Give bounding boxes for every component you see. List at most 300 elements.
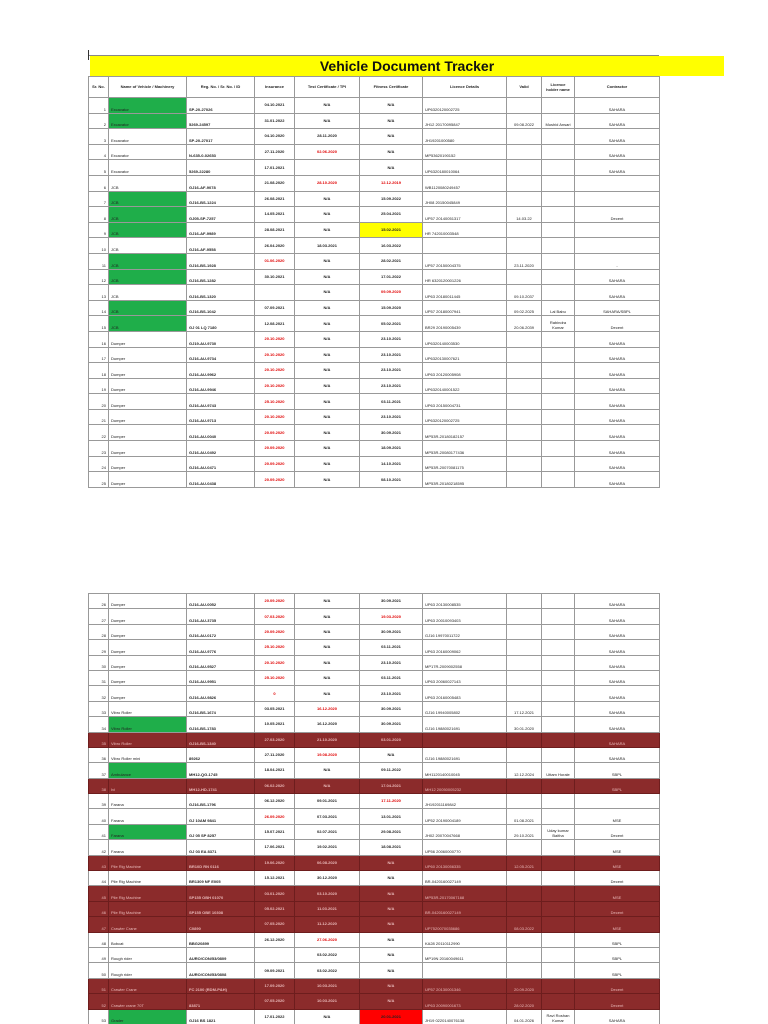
cell-insurance: 20.09.2020 bbox=[255, 441, 295, 457]
cell-reg: GJ16-AU-0492 bbox=[187, 441, 255, 457]
cell-reg: GJ16-BS-1674 bbox=[187, 701, 255, 716]
table-row bbox=[89, 441, 660, 457]
cell-reg: GJ16-AU-9951 bbox=[187, 670, 255, 685]
cell-holder bbox=[542, 378, 575, 394]
cell-name: Grader bbox=[109, 1009, 187, 1024]
cell-reg: 5269-22280 bbox=[187, 160, 255, 176]
cell-sr: 37 bbox=[89, 763, 109, 778]
cell-test-certificate: 11.12.2020 bbox=[295, 917, 360, 932]
cell-valid bbox=[507, 363, 542, 379]
cell-licence: UP6320120002725 bbox=[423, 98, 507, 114]
cell-reg: MH12-HD-1741 bbox=[187, 778, 255, 793]
cell-fitness: N/A bbox=[360, 144, 423, 160]
cell-valid: 09.02.2025 bbox=[507, 300, 542, 316]
cell-test-certificate: N/A bbox=[295, 594, 360, 609]
cell-valid bbox=[507, 347, 542, 363]
cell-holder bbox=[542, 809, 575, 824]
cell-insurance: 20.10.2020 bbox=[255, 347, 295, 363]
cell-test-certificate: 03.02.2022 bbox=[295, 963, 360, 978]
cell-insurance: 05.02.2021 bbox=[255, 901, 295, 916]
header-holder: Licence holder name bbox=[542, 77, 575, 98]
cell-valid bbox=[507, 409, 542, 425]
cell-insurance: 20.10.2020 bbox=[255, 655, 295, 670]
cell-sr: 47 bbox=[89, 917, 109, 932]
table-row bbox=[89, 809, 660, 824]
cell-licence: GJ16 19970011722 bbox=[423, 624, 507, 639]
cell-test-certificate: 28.10.2020 bbox=[295, 175, 360, 191]
cell-contractor: SBPL bbox=[575, 963, 660, 978]
cell-fitness: 23.10.2021 bbox=[360, 378, 423, 394]
cell-reg: GJ16-AU-0052 bbox=[187, 594, 255, 609]
cell-name: JCB bbox=[109, 175, 187, 191]
cell-licence: MP53620190152 bbox=[423, 144, 507, 160]
cell-name: JCB bbox=[109, 316, 187, 332]
cell-valid bbox=[507, 144, 542, 160]
cell-licence: HR 6320120001226 bbox=[423, 269, 507, 285]
cell-insurance: 07.05.2020 bbox=[255, 994, 295, 1009]
cell-name: Crawler crane 70T bbox=[109, 994, 187, 1009]
cell-insurance bbox=[255, 285, 295, 301]
cell-name: Vibro Roller mini bbox=[109, 747, 187, 762]
table-row bbox=[89, 824, 660, 839]
cell-reg: GJ19-AU-9730 bbox=[187, 331, 255, 347]
cell-holder bbox=[542, 409, 575, 425]
cell-test-certificate: 03.02.2022 bbox=[295, 947, 360, 962]
cell-test-certificate: 16.12.2020 bbox=[295, 717, 360, 732]
cell-sr: 7 bbox=[89, 191, 109, 207]
table-row bbox=[89, 594, 660, 609]
cell-sr: 39 bbox=[89, 794, 109, 809]
cell-sr: 45 bbox=[89, 886, 109, 901]
cell-test-certificate: N/A bbox=[295, 363, 360, 379]
cell-reg: GJ16-AU-9962 bbox=[187, 363, 255, 379]
cell-licence: UP6320140001522 bbox=[423, 378, 507, 394]
table-row bbox=[89, 175, 660, 191]
cell-fitness: 16.03.2022 bbox=[360, 238, 423, 254]
cell-valid bbox=[507, 441, 542, 457]
cell-test-certificate: 10.03.2021 bbox=[295, 978, 360, 993]
cell-contractor bbox=[575, 175, 660, 191]
cell-name: Dumper bbox=[109, 331, 187, 347]
cell-licence: BR-0420160027149 bbox=[423, 901, 507, 916]
cell-reg: GJ16-AU-0438 bbox=[187, 472, 255, 488]
cell-valid bbox=[507, 609, 542, 624]
cell-fitness: 13.01.2021 bbox=[360, 809, 423, 824]
cell-fitness: N/A bbox=[360, 871, 423, 886]
cell-holder bbox=[542, 917, 575, 932]
cell-contractor: Decent bbox=[575, 824, 660, 839]
cell-name: Dumper bbox=[109, 394, 187, 410]
cell-fitness: N/A bbox=[360, 947, 423, 962]
cell-holder bbox=[542, 609, 575, 624]
table-row bbox=[89, 655, 660, 670]
cell-holder bbox=[542, 222, 575, 238]
cell-contractor: SAHARA bbox=[575, 747, 660, 762]
cell-holder bbox=[542, 963, 575, 978]
cell-insurance: 26.09.2020 bbox=[255, 809, 295, 824]
cell-licence: UP7520070035686 bbox=[423, 917, 507, 932]
cell-contractor: SAHARA bbox=[575, 129, 660, 145]
cell-licence: JH08 20150045849 bbox=[423, 191, 507, 207]
cell-insurance: 07.09.2021 bbox=[255, 300, 295, 316]
cell-licence: UP6320140003530 bbox=[423, 331, 507, 347]
cell-test-certificate: 19.02.2021 bbox=[295, 840, 360, 855]
cell-sr: 46 bbox=[89, 901, 109, 916]
cell-contractor: Decent bbox=[575, 901, 660, 916]
cell-contractor: SAHARA bbox=[575, 409, 660, 425]
table-row bbox=[89, 747, 660, 762]
cell-insurance: 06.12.2020 bbox=[255, 794, 295, 809]
cell-holder bbox=[542, 253, 575, 269]
cell-contractor bbox=[575, 191, 660, 207]
cell-name: Dumper bbox=[109, 378, 187, 394]
cell-test-certificate: N/A bbox=[295, 624, 360, 639]
cell-reg: SP-20-27017 bbox=[187, 129, 255, 145]
cell-holder bbox=[542, 655, 575, 670]
cell-test-certificate: N/A bbox=[295, 316, 360, 332]
cell-licence bbox=[423, 732, 507, 747]
cell-valid bbox=[507, 732, 542, 747]
cell-reg: GJ 10AM 9841 bbox=[187, 809, 255, 824]
cell-holder bbox=[542, 363, 575, 379]
cell-licence: UP56 20060000770 bbox=[423, 840, 507, 855]
cell-sr: 38 bbox=[89, 778, 109, 793]
cell-insurance: 17.06.2021 bbox=[255, 840, 295, 855]
cell-test-certificate: N/A bbox=[295, 778, 360, 793]
cell-name: Excavator bbox=[109, 160, 187, 176]
cell-valid: 28.02.2020 bbox=[507, 994, 542, 1009]
cell-fitness: 03.11.2021 bbox=[360, 394, 423, 410]
cell-name: Bobcat bbox=[109, 932, 187, 947]
cell-contractor: Decent bbox=[575, 207, 660, 223]
cell-insurance: 25.10.2020 bbox=[255, 670, 295, 685]
cell-name: JCB bbox=[109, 207, 187, 223]
cell-insurance: 19.06.2020 bbox=[255, 855, 295, 870]
cell-fitness: N/A bbox=[360, 855, 423, 870]
cell-valid bbox=[507, 456, 542, 472]
cell-holder bbox=[542, 670, 575, 685]
cell-valid: 17.12.2021 bbox=[507, 701, 542, 716]
cell-valid bbox=[507, 269, 542, 285]
table-row bbox=[89, 222, 660, 238]
cell-sr: 19 bbox=[89, 378, 109, 394]
tracker-table-part-2 bbox=[88, 593, 660, 1024]
cell-name: Dumper bbox=[109, 686, 187, 701]
cell-holder bbox=[542, 425, 575, 441]
cell-fitness: 15.09.2022 bbox=[360, 191, 423, 207]
cell-reg: GJ16-BS-1340 bbox=[187, 732, 255, 747]
cell-holder bbox=[542, 269, 575, 285]
table-row bbox=[89, 886, 660, 901]
cell-test-certificate: N/A bbox=[295, 1009, 360, 1024]
header-fitness: Fitness Certificate bbox=[360, 77, 423, 98]
cell-valid bbox=[507, 670, 542, 685]
cell-reg: GJ16-AU-9776 bbox=[187, 640, 255, 655]
cell-name: Crawler Crane bbox=[109, 978, 187, 993]
cell-valid: 12.12.2024 bbox=[507, 763, 542, 778]
cell-fitness: 03.01.2020 bbox=[360, 732, 423, 747]
cell-contractor: MSE bbox=[575, 809, 660, 824]
cell-reg: SP155 OBH 01070 bbox=[187, 886, 255, 901]
cell-reg: GJ16-BS-1783 bbox=[187, 717, 255, 732]
cell-fitness: 09.09.2020 bbox=[360, 285, 423, 301]
cell-reg: GJ16-AU-9527 bbox=[187, 655, 255, 670]
cell-valid: 14.03.22 bbox=[507, 207, 542, 223]
cell-test-certificate: 10.03.2021 bbox=[295, 994, 360, 1009]
cell-sr: 43 bbox=[89, 855, 109, 870]
cell-insurance: 26.08.2021 bbox=[255, 191, 295, 207]
cell-test-certificate: 19.08.2020 bbox=[295, 747, 360, 762]
cell-test-certificate: 02.07.2021 bbox=[295, 824, 360, 839]
cell-licence: UP63 20160009062 bbox=[423, 640, 507, 655]
cell-sr: 13 bbox=[89, 285, 109, 301]
cell-valid bbox=[507, 778, 542, 793]
cell-reg: GJ05-SP-7257 bbox=[187, 207, 255, 223]
cell-holder bbox=[542, 98, 575, 114]
cell-sr: 34 bbox=[89, 717, 109, 732]
table-row bbox=[89, 378, 660, 394]
cell-reg: 5269-24597 bbox=[187, 113, 255, 129]
cell-licence: UP63 20090001673 bbox=[423, 994, 507, 1009]
cell-fitness: N/A bbox=[360, 901, 423, 916]
cell-sr: 49 bbox=[89, 947, 109, 962]
cell-reg: GJ16-BS-1928 bbox=[187, 253, 255, 269]
cell-fitness: 17.04.2021 bbox=[360, 778, 423, 793]
cell-valid bbox=[507, 871, 542, 886]
cell-valid bbox=[507, 886, 542, 901]
cell-holder: Rabindra Kumar bbox=[542, 316, 575, 332]
cell-test-certificate: N/A bbox=[295, 113, 360, 129]
cell-fitness: N/A bbox=[360, 886, 423, 901]
cell-valid bbox=[507, 238, 542, 254]
cell-licence: JH192011169842 bbox=[423, 794, 507, 809]
cell-valid bbox=[507, 640, 542, 655]
table-row bbox=[89, 456, 660, 472]
cell-sr: 32 bbox=[89, 686, 109, 701]
cell-reg: GJ16-AU-9743 bbox=[187, 394, 255, 410]
cell-reg: GJ16-AU-9946 bbox=[187, 378, 255, 394]
cell-reg: GJ16-AU-9713 bbox=[187, 409, 255, 425]
cell-licence: MP19N 20160049611 bbox=[423, 947, 507, 962]
cell-test-certificate: N/A bbox=[295, 347, 360, 363]
cell-insurance: 26.04.2020 bbox=[255, 238, 295, 254]
table-row bbox=[89, 191, 660, 207]
cell-fitness: 23.10.2021 bbox=[360, 655, 423, 670]
cell-sr: 21 bbox=[89, 409, 109, 425]
cell-licence: UP63 20060027143 bbox=[423, 670, 507, 685]
cell-name: Farana bbox=[109, 809, 187, 824]
cell-test-certificate: 02.06.2020 bbox=[295, 144, 360, 160]
cell-reg: GJ16-AU-9826 bbox=[187, 686, 255, 701]
cell-licence: UP6320180010064 bbox=[423, 160, 507, 176]
cell-sr: 4 bbox=[89, 144, 109, 160]
cell-name: Farana bbox=[109, 824, 187, 839]
table-row bbox=[89, 409, 660, 425]
cell-test-certificate: N/A bbox=[295, 456, 360, 472]
cell-fitness: 03.11.2021 bbox=[360, 640, 423, 655]
cell-name: Ivi bbox=[109, 778, 187, 793]
cell-valid: 20.06.2039 bbox=[507, 316, 542, 332]
cell-reg: FC 2100 (RDM-P&H) bbox=[187, 978, 255, 993]
cell-sr: 11 bbox=[89, 253, 109, 269]
cell-name: Dumper bbox=[109, 624, 187, 639]
cell-valid: 08.03.2022 bbox=[507, 917, 542, 932]
cell-reg: GJ16-BS-1042 bbox=[187, 300, 255, 316]
cell-reg: AURO/CON/53/0809 bbox=[187, 947, 255, 962]
cell-licence: GJ16 19940005802 bbox=[423, 701, 507, 716]
cell-licence: UP57 20130001346 bbox=[423, 978, 507, 993]
cell-reg: GJ 03 EA 8371 bbox=[187, 840, 255, 855]
cell-name: Dumper bbox=[109, 347, 187, 363]
cell-sr: 35 bbox=[89, 732, 109, 747]
cell-test-certificate: 21.10.2020 bbox=[295, 732, 360, 747]
table-row bbox=[89, 425, 660, 441]
cell-name: Excavator bbox=[109, 144, 187, 160]
cell-insurance: 03.05.2021 bbox=[255, 701, 295, 716]
cell-licence: JH19201000580 bbox=[423, 129, 507, 145]
cell-insurance: 20.09.2020 bbox=[255, 425, 295, 441]
cell-sr: 28 bbox=[89, 624, 109, 639]
cell-holder bbox=[542, 640, 575, 655]
cell-holder bbox=[542, 175, 575, 191]
cell-holder bbox=[542, 441, 575, 457]
cell-sr: 6 bbox=[89, 175, 109, 191]
cell-sr: 33 bbox=[89, 701, 109, 716]
cell-contractor bbox=[575, 794, 660, 809]
cell-holder bbox=[542, 207, 575, 223]
cell-fitness: 25.04.2021 bbox=[360, 207, 423, 223]
cell-contractor: SAHARA bbox=[575, 378, 660, 394]
cell-valid bbox=[507, 655, 542, 670]
cell-licence: BR29 20190005439 bbox=[423, 316, 507, 332]
cell-contractor: SAHARA bbox=[575, 717, 660, 732]
cell-fitness: 23.10.2021 bbox=[360, 347, 423, 363]
cell-sr: 5 bbox=[89, 160, 109, 176]
table-row bbox=[89, 285, 660, 301]
cell-licence: UP63 20160005483 bbox=[423, 686, 507, 701]
cell-sr: 36 bbox=[89, 747, 109, 762]
cell-sr: 8 bbox=[89, 207, 109, 223]
cell-contractor: SAHARA bbox=[575, 331, 660, 347]
cell-licence: MH12 20050005232 bbox=[423, 778, 507, 793]
cell-insurance: 15.07.2021 bbox=[255, 824, 295, 839]
table-row bbox=[89, 963, 660, 978]
cell-licence: UP63 20150004731 bbox=[423, 394, 507, 410]
cell-name: Dumper bbox=[109, 472, 187, 488]
cell-holder bbox=[542, 886, 575, 901]
table-row bbox=[89, 331, 660, 347]
cell-sr: 48 bbox=[89, 932, 109, 947]
cell-sr: 52 bbox=[89, 994, 109, 1009]
cell-test-certificate: N/A bbox=[295, 98, 360, 114]
cell-insurance: 27.03.2020 bbox=[255, 732, 295, 747]
cell-insurance: 20.09.2020 bbox=[255, 472, 295, 488]
cell-licence: UP57 20180007941 bbox=[423, 300, 507, 316]
cell-sr: 26 bbox=[89, 594, 109, 609]
header-insurance: Insurance bbox=[255, 77, 295, 98]
cell-fitness: N/A bbox=[360, 98, 423, 114]
cell-licence: UP63 20010093403 bbox=[423, 609, 507, 624]
cell-contractor: SAHARA bbox=[575, 394, 660, 410]
cell-holder bbox=[542, 394, 575, 410]
cell-valid bbox=[507, 901, 542, 916]
cell-sr: 16 bbox=[89, 331, 109, 347]
cell-test-certificate: N/A bbox=[295, 378, 360, 394]
cell-holder bbox=[542, 701, 575, 716]
cell-holder bbox=[542, 747, 575, 762]
cell-holder: Uday kumar Baitha bbox=[542, 824, 575, 839]
cell-contractor: SAHARA bbox=[575, 456, 660, 472]
cell-reg: GJ16-AU-0471 bbox=[187, 456, 255, 472]
cell-licence: UP6320130007621 bbox=[423, 347, 507, 363]
cell-fitness: N/A bbox=[360, 978, 423, 993]
cell-fitness: 09.11.2022 bbox=[360, 763, 423, 778]
cell-fitness: N/A bbox=[360, 129, 423, 145]
cell-insurance: 28.08.2021 bbox=[255, 222, 295, 238]
cell-holder bbox=[542, 331, 575, 347]
cell-valid bbox=[507, 160, 542, 176]
cell-holder bbox=[542, 144, 575, 160]
cell-test-certificate: N/A bbox=[295, 686, 360, 701]
cell-valid: 09.10.2037 bbox=[507, 285, 542, 301]
table-row bbox=[89, 794, 660, 809]
cell-sr: 15 bbox=[89, 316, 109, 332]
cell-reg: 89262 bbox=[187, 747, 255, 762]
cell-valid bbox=[507, 472, 542, 488]
cell-holder bbox=[542, 840, 575, 855]
cell-fitness: N/A bbox=[360, 994, 423, 1009]
cell-sr: 10 bbox=[89, 238, 109, 254]
cell-valid bbox=[507, 932, 542, 947]
cell-contractor bbox=[575, 238, 660, 254]
table-row bbox=[89, 363, 660, 379]
cell-fitness: 08.10.2021 bbox=[360, 472, 423, 488]
cell-name: Crawler Crane bbox=[109, 917, 187, 932]
cell-contractor: SBPL bbox=[575, 932, 660, 947]
cell-holder bbox=[542, 191, 575, 207]
cell-fitness: N/A bbox=[360, 113, 423, 129]
cell-insurance: 20.09.2020 bbox=[255, 624, 295, 639]
cell-name: Dumper bbox=[109, 441, 187, 457]
cell-test-certificate: N/A bbox=[295, 253, 360, 269]
table-row bbox=[89, 347, 660, 363]
cell-sr: 3 bbox=[89, 129, 109, 145]
cell-name: Dumper bbox=[109, 363, 187, 379]
cell-insurance: 17.01.2021 bbox=[255, 160, 295, 176]
cell-licence: KA28 20110112990 bbox=[423, 932, 507, 947]
cell-contractor: Decent bbox=[575, 994, 660, 1009]
cell-reg: GJ16-AF-9989 bbox=[187, 222, 255, 238]
cell-test-certificate: N/A bbox=[295, 763, 360, 778]
cell-name: Pile Rig Machine bbox=[109, 901, 187, 916]
cell-test-certificate: 09.01.2021 bbox=[295, 794, 360, 809]
cell-name: Ambulance bbox=[109, 763, 187, 778]
cell-insurance: 12.08.2021 bbox=[255, 316, 295, 332]
table-row bbox=[89, 640, 660, 655]
cell-insurance: 17.01.2022 bbox=[255, 1009, 295, 1024]
table-row bbox=[89, 300, 660, 316]
cell-licence: MP53R-20180218595 bbox=[423, 472, 507, 488]
table-row bbox=[89, 932, 660, 947]
cell-contractor: SAHARA bbox=[575, 670, 660, 685]
cell-fitness: 18.09.2021 bbox=[360, 441, 423, 457]
cell-licence: MP53R-20080177436 bbox=[423, 441, 507, 457]
cell-fitness: 23.10.2021 bbox=[360, 686, 423, 701]
cell-reg: MH12-QG-1745 bbox=[187, 763, 255, 778]
cell-reg: GJ16-BS-1224 bbox=[187, 191, 255, 207]
cell-contractor: SAHARA/SBPL bbox=[575, 300, 660, 316]
cell-reg: N-635-0-02653 bbox=[187, 144, 255, 160]
